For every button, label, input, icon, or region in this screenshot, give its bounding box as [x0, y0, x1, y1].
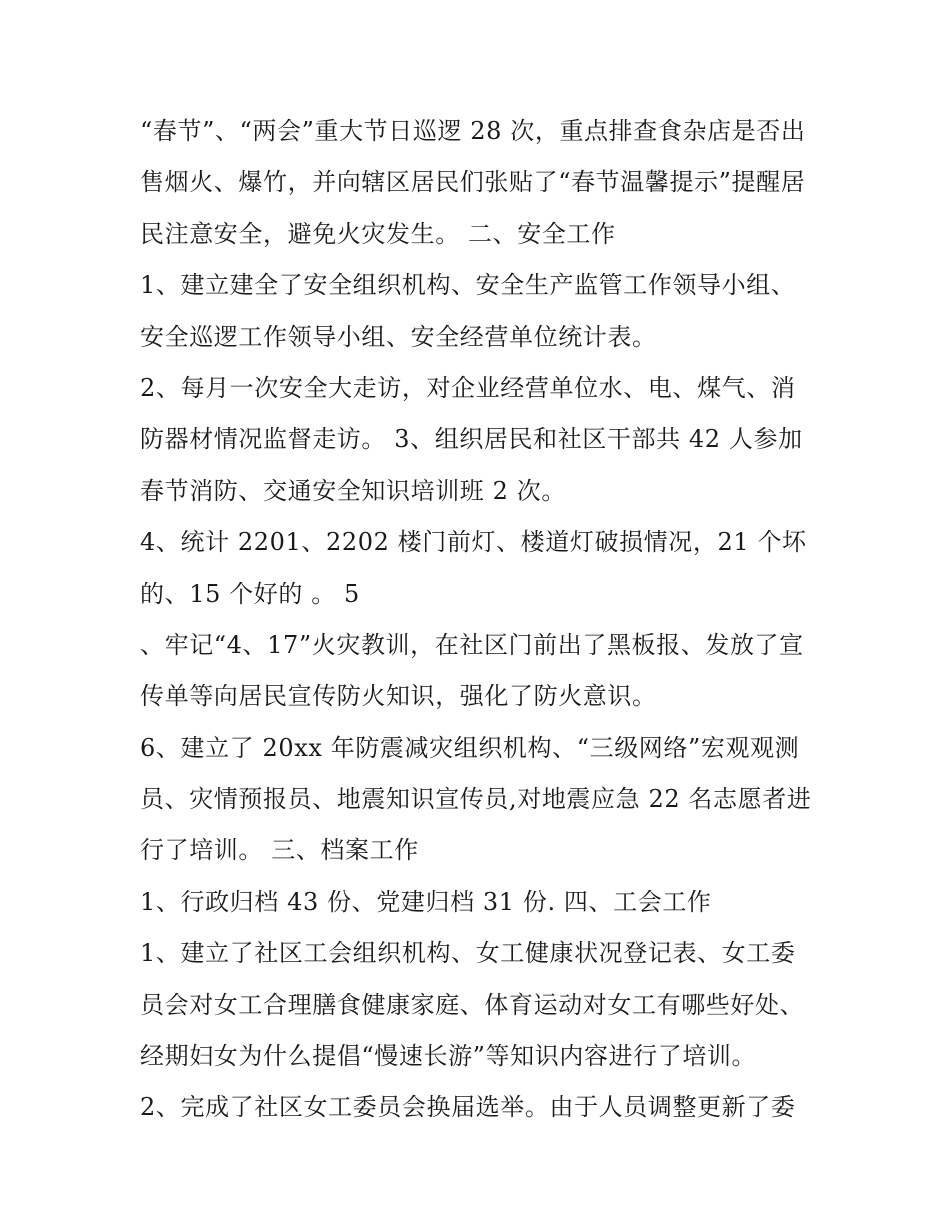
text-line: 、牢记“4、17”火灾教训，在社区门前出了黑板报、发放了宣	[140, 630, 804, 659]
text-line: “春节”、“两会”重大节日巡逻 28 次，重点排查食杂店是否出	[140, 117, 806, 145]
text-line: 的、15 个好的 。 5	[140, 579, 360, 608]
text-line: 员会对女工合理膳食健康家庭、体育运动对女工有哪些好处、	[140, 990, 805, 1019]
text-line: 春节消防、交通安全知识培训班 2 次。	[140, 476, 566, 505]
text-line: 6、建立了 20xx 年防震减灾组织机构、“三级网络”宏观观测	[140, 733, 800, 762]
text-line: 2、每月一次安全大走访，对企业经营单位水、电、煤气、消	[140, 373, 796, 402]
text-line: 售烟火、爆竹，并向辖区居民们张贴了“春节温馨提示”提醒居	[140, 168, 806, 197]
text-line: 行了培训。 三、档案工作	[140, 836, 419, 865]
text-line: 1、建立建全了安全组织机构、安全生产监管工作领导小组、	[140, 271, 796, 300]
text-line: 4、统计 2201、2202 楼门前灯、楼道灯破损情况，21 个坏	[140, 528, 807, 557]
text-line: 经期妇女为什么提倡“慢速长游”等知识内容进行了培训。	[140, 1042, 757, 1071]
text-line: 1、建立了社区工会组织机构、女工健康状况登记表、女工委	[140, 939, 796, 968]
text-line: 传单等向居民宣传防火知识，强化了防火意识。	[140, 682, 657, 711]
text-line: 安全巡逻工作领导小组、安全经营单位统计表。	[140, 322, 657, 351]
text-line: 民注意安全，避免火灾发生。 二、安全工作	[140, 219, 616, 248]
text-line: 防器材情况监督走访。 3、组织居民和社区干部共 42 人参加	[140, 425, 803, 454]
document-body	[140, 106, 830, 1134]
text-line: 2、完成了社区女工委员会换届选举。由于人员调整更新了委	[140, 1093, 796, 1122]
text-line: 1、行政归档 43 份、党建归档 31 份. 四、工会工作	[140, 887, 712, 916]
text-line: 员、灾情预报员、地震知识宣传员,对地震应急 22 名志愿者进	[140, 785, 812, 814]
